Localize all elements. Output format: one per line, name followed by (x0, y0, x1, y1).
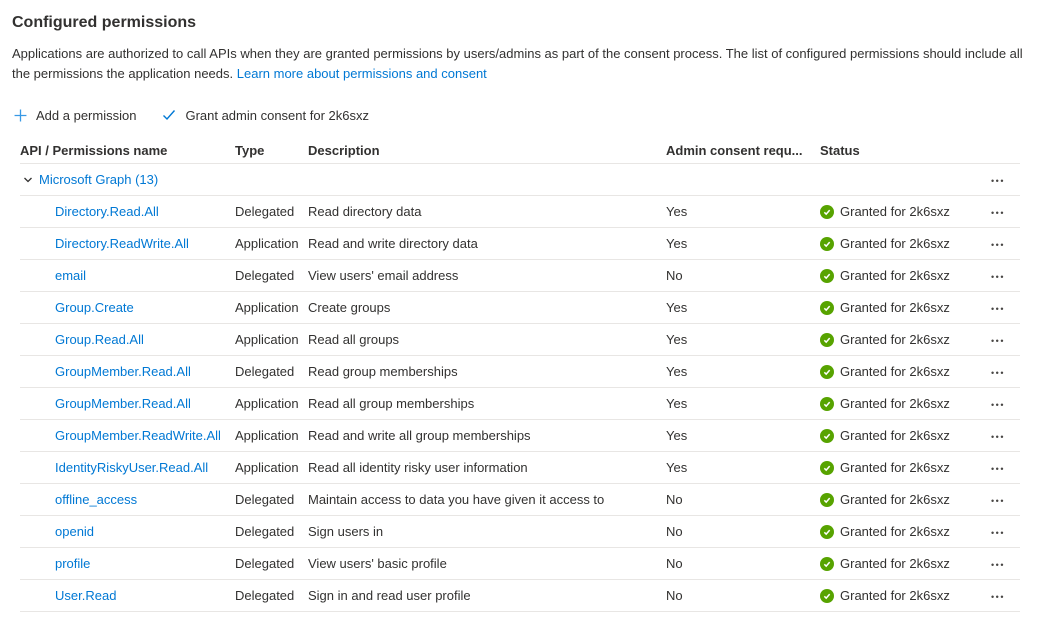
granted-check-icon (820, 557, 834, 571)
table-row (20, 324, 1020, 356)
granted-check-icon (820, 205, 834, 219)
permission-type: Delegated (235, 492, 295, 507)
permission-name-link[interactable]: profile (55, 556, 91, 571)
status-cell (820, 524, 976, 539)
permission-description: View users' basic profile (308, 556, 447, 571)
table-row (20, 452, 1020, 484)
status-text: Granted for 2k6sxz (840, 204, 950, 219)
row-actions-cell (976, 204, 1020, 220)
grant-admin-consent-label: Grant admin consent for 2k6sxz (185, 107, 369, 123)
permission-type: Application (235, 460, 299, 475)
permission-type: Delegated (235, 556, 295, 571)
status-cell (820, 428, 976, 443)
permission-name-cell (20, 524, 235, 539)
status-cell (820, 556, 976, 571)
row-actions-cell (976, 300, 1020, 316)
permission-description: Read group memberships (308, 364, 458, 379)
permission-name-cell (20, 428, 235, 443)
row-menu-button[interactable]: ••• (985, 399, 1011, 412)
table-row (20, 420, 1020, 452)
status-cell (820, 364, 976, 379)
row-menu-button[interactable]: ••• (985, 239, 1011, 252)
row-menu-button[interactable]: ••• (985, 367, 1011, 380)
permission-type: Delegated (235, 268, 295, 283)
row-actions-cell (976, 492, 1020, 508)
header-description: Description (308, 143, 380, 158)
table-row (20, 196, 1020, 228)
admin-consent-value: Yes (666, 460, 688, 475)
status-cell (820, 588, 976, 603)
permission-name-link[interactable]: Directory.Read.All (55, 204, 159, 219)
row-actions-cell (976, 364, 1020, 380)
status-text: Granted for 2k6sxz (840, 428, 950, 443)
permission-name-link[interactable]: email (55, 268, 87, 283)
permission-name-link[interactable]: GroupMember.Read.All (55, 364, 191, 379)
page-title: Configured permissions (12, 14, 197, 31)
granted-check-icon (820, 589, 834, 603)
status-text: Granted for 2k6sxz (840, 332, 950, 347)
table-row (20, 516, 1020, 548)
permission-name-link[interactable]: offline_access (55, 492, 138, 507)
header-status: Status (820, 143, 860, 158)
table-body (20, 164, 1020, 612)
status-cell (820, 204, 976, 219)
check-icon (162, 109, 176, 121)
row-menu-button[interactable]: ••• (985, 175, 1011, 188)
row-menu-button[interactable]: ••• (985, 303, 1011, 316)
table-row (20, 484, 1020, 516)
row-menu-button[interactable]: ••• (985, 527, 1011, 540)
permission-name-link[interactable]: User.Read (55, 588, 117, 603)
permission-name-link[interactable]: IdentityRiskyUser.Read.All (55, 460, 209, 475)
row-actions-cell (976, 428, 1020, 444)
table-header-row (20, 138, 1020, 164)
permission-name-link[interactable]: Directory.ReadWrite.All (55, 236, 189, 251)
permission-description: Read all identity risky user information (308, 460, 528, 475)
granted-check-icon (820, 429, 834, 443)
permission-name-cell (20, 460, 235, 475)
admin-consent-value: No (666, 524, 683, 539)
granted-check-icon (820, 269, 834, 283)
granted-check-icon (820, 237, 834, 251)
permission-name-link[interactable]: openid (55, 524, 95, 539)
api-group-link[interactable]: Microsoft Graph (13) (39, 172, 159, 187)
status-cell (820, 300, 976, 315)
permission-description: Maintain access to data you have given it access to (308, 492, 605, 507)
permission-type: Application (235, 428, 299, 443)
granted-check-icon (820, 333, 834, 347)
row-actions-cell (976, 236, 1020, 252)
status-cell (820, 460, 976, 475)
table-row (20, 228, 1020, 260)
row-actions-cell (976, 524, 1020, 540)
status-text: Granted for 2k6sxz (840, 396, 950, 411)
granted-check-icon (820, 301, 834, 315)
row-actions-cell (976, 396, 1020, 412)
chevron-down-icon[interactable] (22, 174, 34, 186)
header-api-permissions-name: API / Permissions name (20, 143, 168, 158)
permission-name-cell (20, 332, 235, 347)
description-body: Applications are authorized to call APIs when they are granted permissions by users/admins as part of the consent process. The list of configured permissions should include all the permissions the application needs. (12, 46, 1023, 81)
granted-check-icon (820, 365, 834, 379)
status-cell (820, 332, 976, 347)
table-row (20, 548, 1020, 580)
table-row (20, 580, 1020, 612)
permission-type: Delegated (235, 588, 295, 603)
status-text: Granted for 2k6sxz (840, 268, 950, 283)
row-menu-button[interactable]: ••• (985, 495, 1011, 508)
table-row (20, 356, 1020, 388)
permission-name-link[interactable]: GroupMember.ReadWrite.All (55, 428, 221, 443)
permission-name-link[interactable]: GroupMember.Read.All (55, 396, 191, 411)
permission-name-cell (20, 268, 235, 283)
permissions-table (20, 138, 1020, 612)
grant-admin-consent-button[interactable] (162, 108, 369, 123)
description-text (12, 44, 1024, 84)
permission-type: Delegated (235, 204, 295, 219)
status-cell (820, 268, 976, 283)
row-menu-button[interactable]: ••• (985, 559, 1011, 572)
row-menu-button[interactable]: ••• (985, 271, 1011, 284)
permission-name-cell (20, 492, 235, 507)
permission-name-link[interactable]: Group.Create (55, 300, 134, 315)
row-actions-cell (976, 588, 1020, 604)
permission-description: Create groups (308, 300, 391, 315)
permission-description: Read all groups (308, 332, 400, 347)
admin-consent-value: No (666, 492, 683, 507)
table-row (20, 292, 1020, 324)
admin-consent-value: Yes (666, 300, 688, 315)
granted-check-icon (820, 493, 834, 507)
permission-description: Read and write directory data (308, 236, 478, 251)
permission-type: Application (235, 332, 299, 347)
permission-type: Delegated (235, 524, 295, 539)
row-menu-button[interactable]: ••• (985, 335, 1011, 348)
permission-type: Application (235, 396, 299, 411)
status-cell (820, 492, 976, 507)
status-text: Granted for 2k6sxz (840, 364, 950, 379)
permission-name-cell (20, 236, 235, 251)
status-text: Granted for 2k6sxz (840, 524, 950, 539)
row-actions-cell (976, 268, 1020, 284)
permission-type: Application (235, 236, 299, 251)
status-cell (820, 396, 976, 411)
status-text: Granted for 2k6sxz (840, 492, 950, 507)
row-actions-cell (976, 556, 1020, 572)
header-type: Type (235, 143, 265, 158)
admin-consent-value: No (666, 588, 683, 603)
permission-name-cell (20, 300, 235, 315)
row-actions-cell (976, 460, 1020, 476)
status-text: Granted for 2k6sxz (840, 460, 950, 475)
granted-check-icon (820, 397, 834, 411)
admin-consent-value: Yes (666, 236, 688, 251)
group-actions-cell (976, 172, 1020, 188)
permission-name-cell (20, 364, 235, 379)
add-permission-button[interactable] (14, 108, 136, 123)
admin-consent-value: Yes (666, 332, 688, 347)
granted-check-icon (820, 525, 834, 539)
permission-name-cell (20, 396, 235, 411)
command-bar (14, 102, 1045, 128)
status-cell (820, 236, 976, 251)
row-menu-button[interactable]: ••• (985, 207, 1011, 220)
permission-description: Read directory data (308, 204, 422, 219)
table-row (20, 388, 1020, 420)
admin-consent-value: No (666, 268, 683, 283)
admin-consent-value: No (666, 556, 683, 571)
row-actions-cell (976, 332, 1020, 348)
header-admin-consent-required: Admin consent requ... (666, 143, 803, 158)
permission-description: Sign in and read user profile (308, 588, 471, 603)
plus-icon (14, 109, 27, 122)
permission-type: Delegated (235, 364, 295, 379)
learn-more-link[interactable]: Learn more about permissions and consent (236, 66, 487, 81)
permission-description: View users' email address (308, 268, 459, 283)
row-menu-button[interactable]: ••• (985, 463, 1011, 476)
status-text: Granted for 2k6sxz (840, 300, 950, 315)
admin-consent-value: Yes (666, 204, 688, 219)
api-group-cell (20, 172, 976, 187)
permission-description: Read all group memberships (308, 396, 475, 411)
row-menu-button[interactable]: ••• (985, 431, 1011, 444)
permission-description: Sign users in (308, 524, 384, 539)
table-row (20, 260, 1020, 292)
status-text: Granted for 2k6sxz (840, 588, 950, 603)
permission-name-cell (20, 588, 235, 603)
granted-check-icon (820, 461, 834, 475)
permission-name-cell (20, 556, 235, 571)
permission-name-cell (20, 204, 235, 219)
admin-consent-value: Yes (666, 428, 688, 443)
add-permission-label: Add a permission (36, 107, 137, 123)
admin-consent-value: Yes (666, 396, 688, 411)
api-group-row (20, 164, 1020, 196)
admin-consent-value: Yes (666, 364, 688, 379)
row-menu-button[interactable]: ••• (985, 591, 1011, 604)
status-text: Granted for 2k6sxz (840, 556, 950, 571)
permission-description: Read and write all group memberships (308, 428, 531, 443)
permission-type: Application (235, 300, 299, 315)
permission-name-link[interactable]: Group.Read.All (55, 332, 144, 347)
status-text: Granted for 2k6sxz (840, 236, 950, 251)
